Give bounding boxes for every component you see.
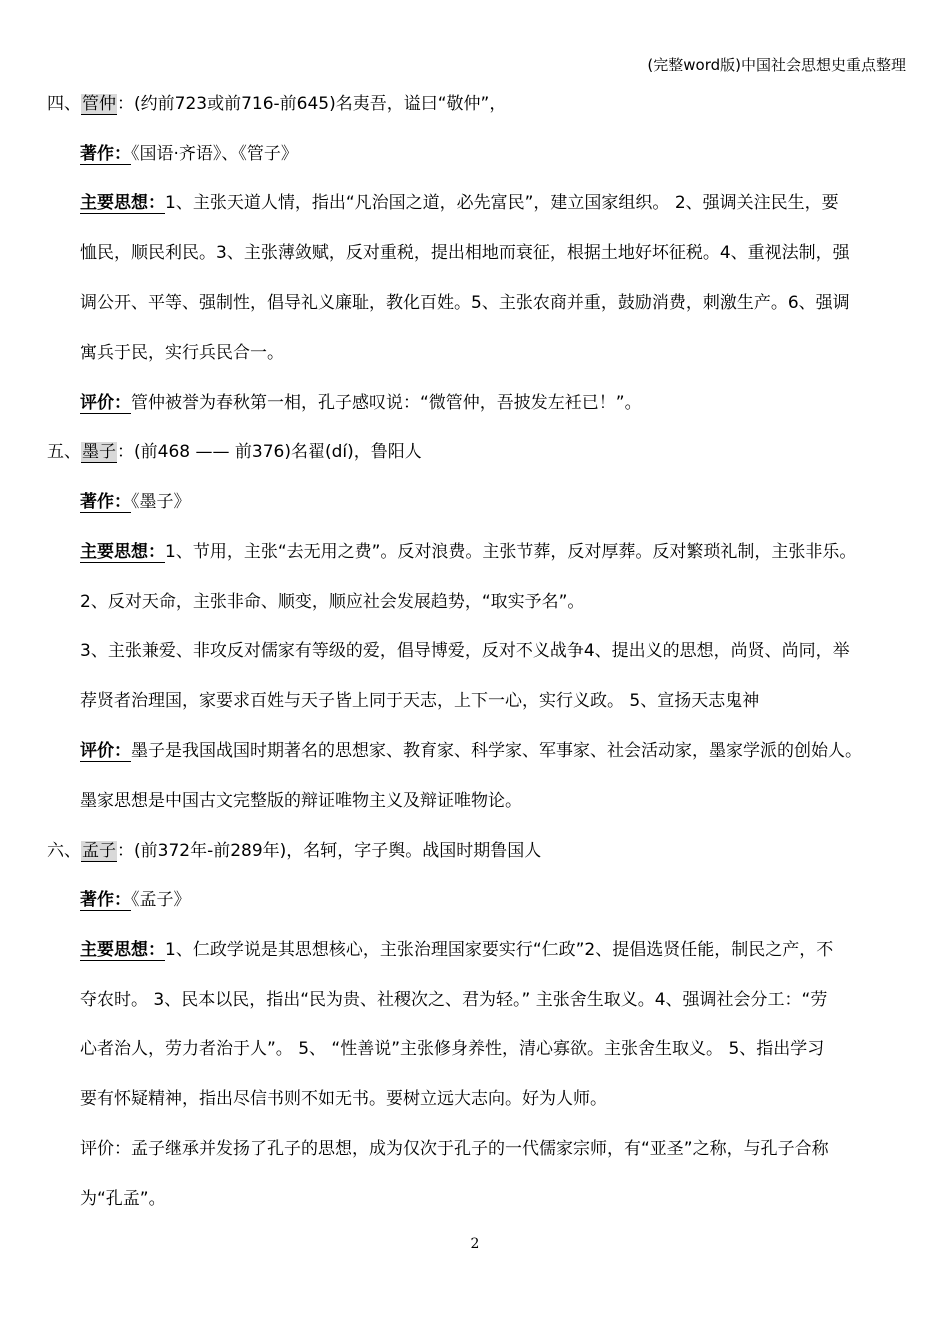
- section-number: 四、: [47, 94, 81, 114]
- section-number: 六、: [47, 841, 81, 861]
- ideas-text: 2、反对天命，主张非命、顺变，顺应社会发展趋势，“取实予名”。: [80, 592, 585, 612]
- ideas-text: 1、节用，主张“去无用之费”。反对浪费。主张节葬，反对厚葬。反对繁琐礼制，主张非乐。: [165, 542, 857, 562]
- person-intro: ：(前372年-前289年)，名轲，字子舆。战国时期鲁国人: [117, 841, 542, 861]
- evaluation-line: [80, 390, 642, 416]
- ideas-text: 1、主张天道人情，指出“凡治国之道，必先富民”，建立国家组织。 2、强调关注民生，要: [165, 193, 839, 213]
- evaluation-text: 为“孔孟”。: [80, 1189, 166, 1209]
- ideas-text: 寓兵于民，实行兵民合一。: [80, 343, 284, 363]
- ideas-line: [80, 190, 839, 216]
- evaluation-text: 评价：孟子继承并发扬了孔子的思想，成为仅次于孔子的一代儒家宗师，有“亚圣”之称，与孔子合称: [80, 1139, 829, 1159]
- evaluation-label: 评价：: [80, 741, 131, 761]
- section-heading: [47, 439, 422, 465]
- section-number: 五、: [47, 442, 81, 462]
- ideas-label: 主要思想：: [80, 542, 165, 562]
- works-label: 著作：: [80, 890, 131, 910]
- section-heading: [47, 838, 541, 864]
- person-intro: ：(前468 —— 前376)名翟(dí)，鲁阳人: [117, 442, 422, 462]
- ideas-text: 荐贤者治理国，家要求百姓与天子皆上同于天志，上下一心，实行义政。 5、宣扬天志鬼神: [80, 691, 760, 711]
- evaluation-text: 管仲被誉为春秋第一相，孔子感叹说：“微管仲，吾披发左衽已！”。: [131, 393, 642, 413]
- ideas-text: 要有怀疑精神，指出尽信书则不如无书。要树立远大志向。好为人师。: [80, 1089, 607, 1109]
- works-line: [80, 887, 191, 913]
- ideas-text: 调公开、平等、强制性，倡导礼义廉耻，教化百姓。5、主张农商并重，鼓励消费，刺激生产。6、强调: [80, 293, 850, 313]
- works-text: 《孟子》: [131, 890, 191, 910]
- ideas-label: 主要思想：: [80, 940, 165, 960]
- works-text: 《墨子》: [131, 492, 191, 512]
- ideas-text: 夺农时。 3、民本以民，指出“民为贵、社稷次之、君为轻。” 主张舍生取义。4、强调社会分工：“劳: [80, 990, 828, 1010]
- evaluation-line: [80, 738, 862, 764]
- works-text: 《国语·齐语》、《管子》: [131, 144, 298, 164]
- section-heading: [47, 91, 506, 117]
- page-number: 2: [470, 1236, 480, 1252]
- ideas-line: [80, 937, 833, 963]
- ideas-text: 心者治人，劳力者治于人”。 5、 “性善说”主张修身养性，清心寡欲。主张舍生取义。 5、指出学习: [80, 1039, 825, 1059]
- person-name: 孟子: [82, 841, 116, 861]
- ideas-text: 1、仁政学说是其思想核心，主张治理国家要实行“仁政”2、提倡选贤任能，制民之产，不: [165, 940, 834, 960]
- document-header: (完整word版)中国社会思想史重点整理: [647, 56, 906, 74]
- ideas-text: 恤民，顺民利民。3、主张薄敛赋，反对重税，提出相地而衰征，根据土地好坏征税。4、重视法制，强: [80, 243, 850, 263]
- works-line: [80, 489, 191, 515]
- person-name: 墨子: [82, 442, 116, 462]
- works-line: [80, 141, 298, 167]
- ideas-text: 3、主张兼爱、非攻反对儒家有等级的爱，倡导博爱，反对不义战争4、提出义的思想，尚贤、尚同，举: [80, 641, 850, 661]
- ideas-label: 主要思想：: [80, 193, 165, 213]
- evaluation-label: 评价：: [80, 393, 131, 413]
- evaluation-text: 墨家思想是中国古文完整版的辩证唯物主义及辩证唯物论。: [80, 791, 522, 811]
- person-intro: ：(约前723或前716-前645)名夷吾，谥曰“敬仲”，: [117, 94, 507, 114]
- ideas-line: [80, 539, 856, 565]
- evaluation-text: 墨子是我国战国时期著名的思想家、教育家、科学家、军事家、社会活动家，墨家学派的创始人。: [131, 741, 862, 761]
- works-label: 著作：: [80, 144, 131, 164]
- person-name: 管仲: [82, 94, 116, 114]
- works-label: 著作：: [80, 492, 131, 512]
